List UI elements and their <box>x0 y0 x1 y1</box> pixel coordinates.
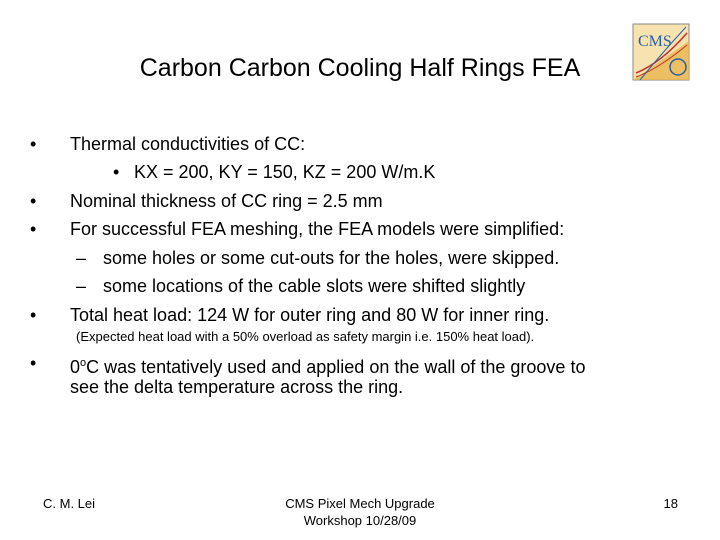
cms-logo <box>632 23 690 81</box>
page-number: 18 <box>663 496 678 511</box>
footer-author: C. M. Lei <box>43 496 96 511</box>
bullet-marker: • <box>30 305 37 325</box>
dash-item-holes: some holes or some cut-outs for the holes, were skipped. <box>103 248 560 268</box>
dash-item-cable-slots: some locations of the cable slots were shifted slightly <box>103 276 526 296</box>
dash-marker: – <box>76 248 87 268</box>
temp-value: 0 <box>70 357 81 377</box>
bullet-heat-load: Total heat load: 124 W for outer ring and 80 W for inner ring. <box>70 305 550 325</box>
bullet-thickness: Nominal thickness of CC ring = 2.5 mm <box>70 191 383 211</box>
dash-marker: – <box>76 276 87 296</box>
bullet-marker: • <box>30 134 37 154</box>
footer-event <box>240 495 480 529</box>
slide-title: Carbon Carbon Cooling Half Rings FEA <box>139 54 581 82</box>
bullet-temperature-continued: see the delta temperature across the ring. <box>70 377 404 397</box>
sub-bullet-k-values: KX = 200, KY = 150, KZ = 200 W/m.K <box>134 162 436 182</box>
sub-bullet-marker: • <box>113 162 120 182</box>
bullet-fea-meshing: For successful FEA meshing, the FEA models were simplified: <box>70 219 565 239</box>
temp-text: C was tentatively used and applied on the wall of the groove to <box>86 357 586 377</box>
bullet-temperature <box>70 352 585 378</box>
footer-event-line1: CMS Pixel Mech Upgrade <box>285 496 435 511</box>
bullet-marker: • <box>30 353 37 373</box>
heat-load-note: (Expected heat load with a 50% overload as safety margin i.e. 150% heat load). <box>76 329 535 344</box>
bullet-marker: • <box>30 191 37 211</box>
bullet-thermal-conductivities: Thermal conductivities of CC: <box>70 134 306 154</box>
logo-text: CMS <box>638 33 672 50</box>
footer-event-line2: Workshop 10/28/09 <box>303 513 417 528</box>
bullet-marker: • <box>30 219 37 239</box>
degree-superscript: o <box>80 357 87 369</box>
cms-logo-icon <box>632 23 690 81</box>
